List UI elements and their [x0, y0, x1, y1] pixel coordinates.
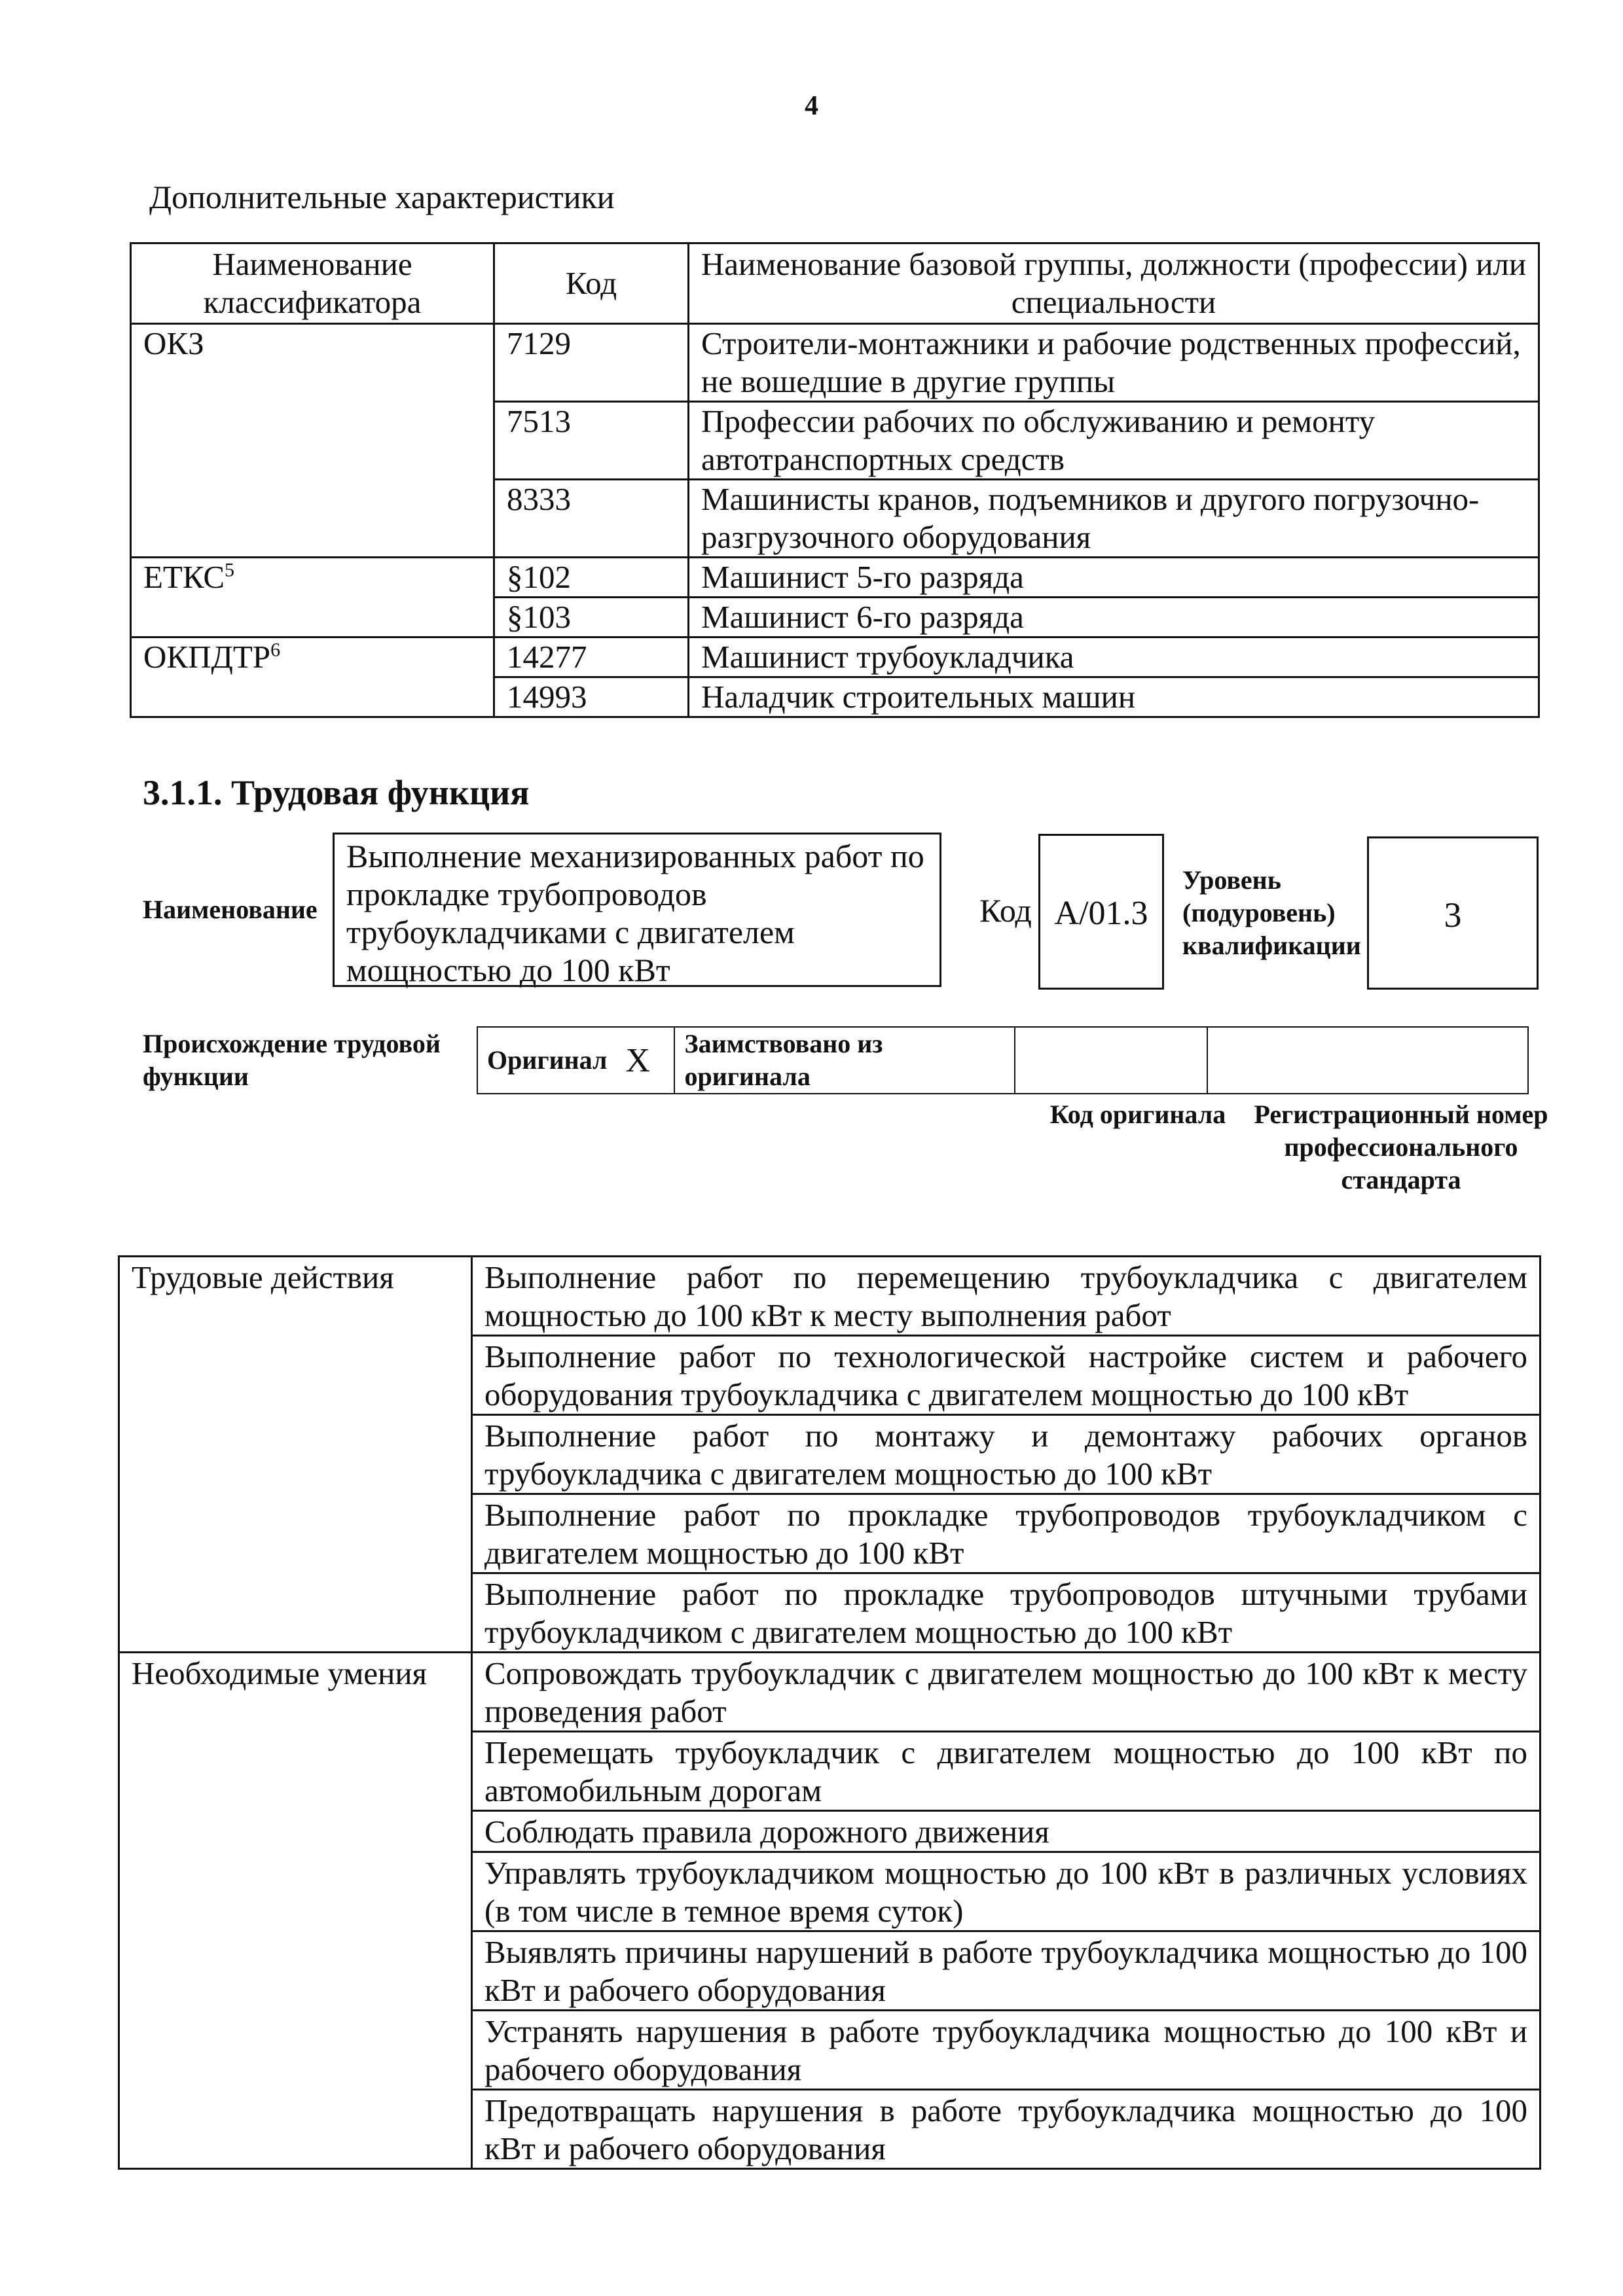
- classifier-cell: [131, 637, 494, 717]
- footnote-ref[interactable]: 6: [270, 639, 281, 661]
- code-cell: 8333: [494, 480, 689, 558]
- table-row: [119, 1257, 1541, 1336]
- original-mark: X: [616, 1027, 674, 1094]
- code-cell: 7513: [494, 402, 689, 480]
- registration-number-caption: Регистрационный номер профессионального стандарта: [1254, 1100, 1548, 1194]
- skill-item: Устранять нарушения в работе трубоукладчика мощностью до 100 кВт и рабочего оборудования: [472, 2011, 1541, 2090]
- borrowed-label: Заимствовано из оригинала: [674, 1027, 1015, 1094]
- skill-item: Выявлять причины нарушений в работе трубоукладчика мощностью до 100 кВт и рабочего оборудования: [472, 1931, 1541, 2011]
- code-cell: 14277: [494, 637, 689, 677]
- labor-actions-table: [118, 1255, 1541, 2170]
- code-cell: 14993: [494, 677, 689, 717]
- skills-label: Необходимые умения: [119, 1653, 472, 2169]
- classifier-cell: [131, 558, 494, 637]
- qualification-level-box: 3: [1367, 836, 1539, 990]
- name-cell: Машинист 6-го разряда: [689, 598, 1539, 637]
- skill-item: Управлять трубоукладчиком мощностью до 100 кВт в различных условиях (в том числе в темное время суток): [472, 1852, 1541, 1931]
- labor-action-item: Выполнение работ по монтажу и демонтажу рабочих органов трубоукладчика с двигателем мощностью до 100 кВт: [472, 1415, 1541, 1494]
- header-code: Код: [494, 243, 689, 324]
- origin-table: [477, 1026, 1529, 1094]
- skill-item: Предотвращать нарушения в работе трубоукладчика мощностью до 100 кВт и рабочего оборудования: [472, 2090, 1541, 2169]
- function-code-label: Код: [979, 892, 1032, 929]
- function-name-label: Наименование: [143, 895, 318, 924]
- header-name: Наименование базовой группы, должности (профессии) или специальности: [689, 243, 1539, 324]
- classifier-cell: [131, 324, 494, 558]
- table-row: [119, 1653, 1541, 1732]
- skill-item: Перемещать трубоукладчик с двигателем мощностью до 100 кВт по автомобильным дорогам: [472, 1732, 1541, 1811]
- name-cell: Наладчик строительных машин: [689, 677, 1539, 717]
- section-caption: Дополнительные характеристики: [149, 179, 615, 215]
- labor-action-item: Выполнение работ по прокладке трубопроводов штучными трубами трубоукладчиком с двигателем мощностью до 100 кВт: [472, 1573, 1541, 1653]
- classifier-name: ОКПДТР: [143, 639, 271, 675]
- code-cell: 7129: [494, 324, 689, 402]
- name-cell: Строители-монтажники и рабочие родственных профессий, не вошедшие в другие группы: [689, 324, 1539, 402]
- classifier-name: ЕТКС: [143, 559, 225, 595]
- table-row: [131, 558, 1539, 598]
- footnote-ref[interactable]: 5: [225, 559, 235, 581]
- original-label: Оригинал: [477, 1027, 616, 1094]
- code-cell: §102: [494, 558, 689, 598]
- original-code-caption: Код оригинала: [1049, 1100, 1226, 1129]
- skill-item: Соблюдать правила дорожного движения: [472, 1811, 1541, 1852]
- table-row: [131, 637, 1539, 677]
- table-row: [131, 324, 1539, 402]
- name-cell: Профессии рабочих по обслуживанию и ремонту автотранспортных средств: [689, 402, 1539, 480]
- registration-number-cell: [1207, 1027, 1528, 1094]
- qualification-level-label: Уровень (подуровень) квалификации: [1182, 865, 1361, 960]
- characteristics-table: [130, 242, 1540, 718]
- labor-action-item: Выполнение работ по прокладке трубопроводов трубоукладчиком с двигателем мощностью до 100 кВт: [472, 1494, 1541, 1573]
- function-origin-label: Происхождение трудовой функции: [143, 1029, 441, 1091]
- labor-actions-label: Трудовые действия: [119, 1257, 472, 1653]
- labor-action-item: Выполнение работ по перемещению трубоукладчика с двигателем мощностью до 100 кВт к месту выполнения работ: [472, 1257, 1541, 1336]
- name-cell: Машинист 5-го разряда: [689, 558, 1539, 598]
- function-name-box: Выполнение механизированных работ по прокладке трубопроводов трубоукладчиками с двигателем мощностью до 100 кВт: [333, 833, 941, 987]
- code-cell: §103: [494, 598, 689, 637]
- header-classifier: Наименование классификатора: [131, 243, 494, 324]
- classifier-name: ОКЗ: [143, 325, 204, 361]
- function-code-box: А/01.3: [1038, 834, 1164, 990]
- skill-item: Сопровождать трубоукладчик с двигателем мощностью до 100 кВт к месту проведения работ: [472, 1653, 1541, 1732]
- original-code-cell: [1015, 1027, 1207, 1094]
- function-heading: 3.1.1. Трудовая функция: [143, 773, 530, 812]
- name-cell: Машинист трубоукладчика: [689, 637, 1539, 677]
- labor-action-item: Выполнение работ по технологической настройке систем и рабочего оборудования трубоукладчика с двигателем мощностью до 100 кВт: [472, 1336, 1541, 1415]
- table-header-row: [131, 243, 1539, 324]
- name-cell: Машинисты кранов, подъемников и другого погрузочно-разгрузочного оборудования: [689, 480, 1539, 558]
- origin-row: [477, 1027, 1528, 1094]
- page-number: 4: [805, 91, 818, 121]
